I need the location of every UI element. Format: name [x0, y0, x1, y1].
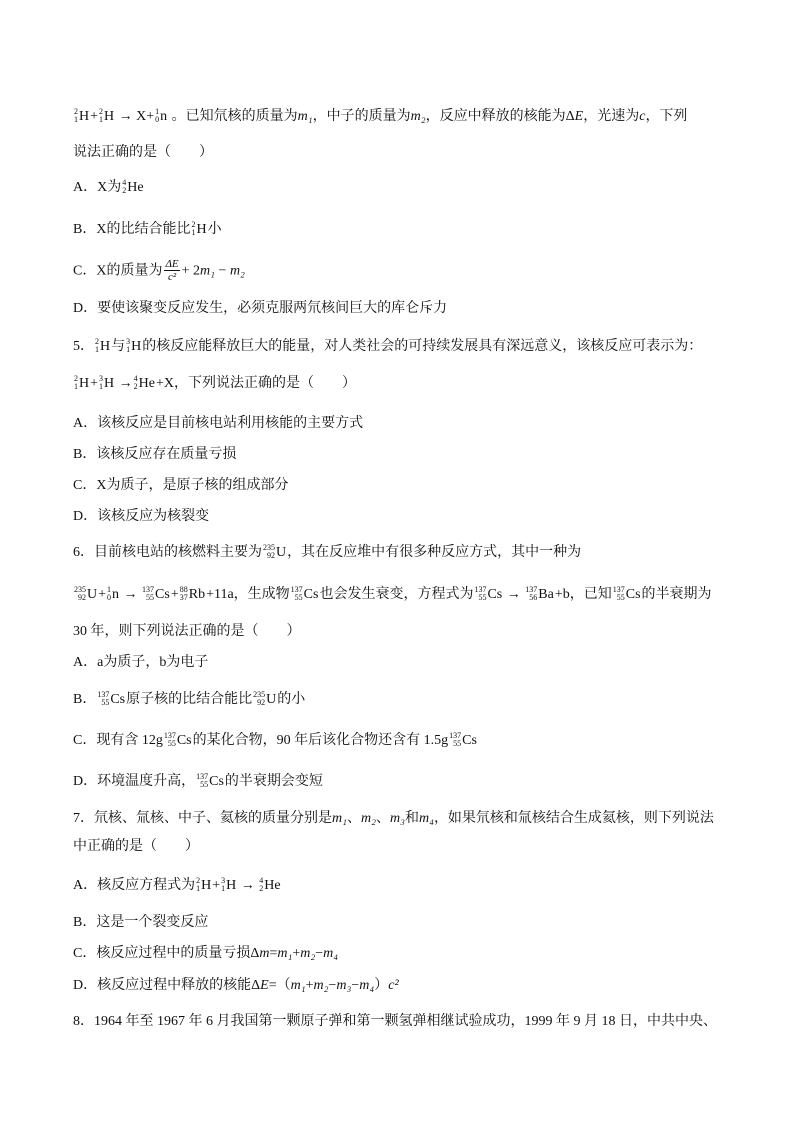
text-run: +	[305, 978, 314, 993]
mass-number: 2	[74, 373, 78, 383]
q6-option-b	[73, 689, 305, 711]
text-run: →	[120, 587, 142, 602]
text-run: A．核反应方程式为	[73, 878, 196, 893]
nuclide-indices	[180, 586, 188, 602]
denominator: c²	[167, 271, 177, 283]
text-run: =	[269, 946, 278, 961]
text-run: ，下列	[645, 109, 688, 124]
nuclide-indices	[95, 338, 99, 354]
atomic-number: 55	[101, 697, 110, 707]
q7-stem-line-1	[73, 808, 714, 830]
mass-number: 2	[196, 875, 201, 885]
math-variable: m₁	[332, 811, 347, 826]
nuclide-symbol	[259, 875, 280, 897]
q6-option-a	[73, 652, 208, 674]
math-variable: c²	[388, 978, 399, 993]
text-run: 原子核的比结合能比	[126, 692, 253, 707]
nuclide-symbol	[449, 730, 477, 752]
nuclide-indices	[613, 586, 625, 602]
nuclide-indices	[191, 221, 195, 237]
text-run: +	[170, 587, 179, 602]
atomic-number: 2	[133, 381, 138, 391]
text-run: D．环境温度升高，	[73, 774, 196, 789]
math-variable: E	[574, 109, 584, 124]
element-symbol: Cs	[209, 774, 224, 789]
math-variable: m₄	[359, 978, 375, 993]
text-run: 的半衰期会变短	[224, 774, 323, 789]
nuclide-symbol	[474, 584, 502, 606]
atomic-number: 0	[107, 592, 112, 602]
text-run: 7．氘核、氚核、中子、氦核的质量分别是	[73, 811, 332, 826]
numerator: ΔE	[165, 258, 179, 270]
atomic-number: 2	[259, 883, 264, 893]
text-run: ）	[374, 978, 389, 993]
nuclide-symbol	[99, 106, 114, 128]
element-symbol: U	[87, 587, 98, 602]
mass-number: 137	[525, 584, 538, 594]
q4-option-d	[73, 298, 447, 320]
q4-stem-line-2	[73, 142, 213, 164]
math-variable: m₂	[300, 946, 316, 961]
mass-number: 137	[97, 689, 110, 699]
element-symbol: H	[79, 109, 90, 124]
atomic-number: 1	[221, 883, 226, 893]
q5-option-c	[73, 475, 288, 497]
text-run: +	[90, 109, 99, 124]
math-variable: m	[259, 946, 270, 961]
element-symbol: Cs	[110, 692, 126, 707]
math-variable: E	[260, 978, 269, 993]
nuclide-symbol	[221, 875, 236, 897]
nuclide-indices	[74, 375, 78, 391]
element-symbol: n	[160, 109, 168, 124]
mass-number: 1	[155, 106, 160, 116]
text-run: +	[212, 878, 221, 893]
nuclide-indices	[134, 375, 138, 391]
nuclide-indices	[196, 877, 200, 893]
element-symbol: Ba	[538, 587, 554, 602]
mass-number: 2	[74, 106, 78, 116]
q6-option-c	[73, 730, 478, 752]
nuclide-symbol	[196, 875, 211, 897]
element-symbol: H	[104, 376, 115, 391]
element-symbol: U	[266, 692, 277, 707]
nuclide-indices	[97, 691, 109, 707]
nuclide-symbol	[99, 373, 114, 395]
q5-stem-line-2	[73, 373, 356, 395]
text-run: →	[237, 878, 259, 893]
text-run: 6．目前核电站的核燃料主要为	[73, 545, 262, 560]
element-symbol: Cs	[625, 587, 641, 602]
mass-number: 137	[290, 584, 303, 594]
q7-option-d	[73, 975, 399, 997]
mass-number: 235	[263, 542, 275, 552]
element-symbol: He	[138, 376, 155, 391]
element-symbol: H	[196, 222, 207, 237]
text-run: →	[503, 587, 525, 602]
nuclide-symbol	[196, 771, 224, 793]
atomic-number: 1	[191, 227, 196, 237]
atomic-number: 0	[155, 114, 160, 124]
text-run: −	[315, 946, 324, 961]
text-run: 30 年，则下列说法正确的是（ ）	[73, 624, 301, 639]
atomic-number: 1	[95, 344, 99, 354]
fraction	[164, 258, 179, 283]
nuclide-indices	[155, 108, 159, 124]
math-variable: m₂	[229, 263, 245, 279]
element-symbol: H	[79, 376, 90, 391]
mass-number: 3	[99, 373, 104, 383]
nuclide-indices	[221, 877, 225, 893]
text-run: 也会发生衰变，方程式为	[319, 587, 474, 602]
atomic-number: 1	[74, 381, 78, 391]
atomic-number: 37	[179, 592, 188, 602]
math-variable: m₄	[323, 946, 339, 961]
q4-option-c	[73, 259, 245, 281]
math-variable: c	[639, 109, 646, 124]
nuclide-symbol	[97, 689, 125, 711]
element-symbol: H	[100, 339, 111, 354]
text-run: D．该核反应为核裂变	[73, 509, 210, 524]
text-run: 说法正确的是（ ）	[73, 145, 213, 160]
element-symbol: He	[127, 180, 144, 195]
nuclide-symbol	[142, 584, 170, 606]
nuclide-indices	[291, 586, 303, 602]
text-run: −	[215, 263, 230, 279]
element-symbol: Rb	[188, 587, 206, 602]
nuclide-symbol	[107, 584, 119, 606]
text-run: =（	[268, 978, 291, 993]
math-variable: m₁	[277, 946, 293, 961]
mass-number: 137	[196, 771, 209, 781]
nuclide-indices	[74, 108, 78, 124]
mass-number: 4	[122, 177, 127, 187]
text-run: 与	[111, 339, 126, 354]
element-symbol: H	[226, 878, 237, 893]
nuclide-symbol	[74, 584, 97, 606]
nuclide-symbol	[95, 336, 110, 358]
text-run: D．要使该聚变反应发生，必须克服两氘核间巨大的库仑斥力	[73, 301, 448, 316]
atomic-number: 55	[478, 592, 487, 602]
nuclide-indices	[164, 732, 176, 748]
mass-number: 4	[259, 875, 264, 885]
text-run: ，其在反应堆中有很多种反应方式，其中一种为	[287, 545, 582, 560]
text-run: → X+	[115, 109, 155, 124]
element-symbol: Cs	[487, 587, 503, 602]
q6-stem-line-2	[73, 584, 712, 606]
nuclide-indices	[74, 586, 86, 602]
mass-number: 235	[253, 689, 266, 699]
text-run: −	[328, 978, 337, 993]
mass-number: 137	[449, 730, 462, 740]
nuclide-symbol	[155, 106, 167, 128]
element-symbol: H	[201, 878, 212, 893]
q5-stem-line-1	[73, 336, 702, 358]
atomic-number: 55	[616, 592, 625, 602]
nuclide-indices	[449, 732, 461, 748]
text-run: 小	[207, 222, 222, 237]
text-run: +X，下列说法正确的是（ ）	[155, 376, 356, 391]
text-run: + 2	[181, 263, 201, 279]
atomic-number: 55	[146, 592, 155, 602]
element-symbol: U	[276, 545, 287, 560]
q7-option-a	[73, 875, 282, 897]
math-variable: m₂	[410, 109, 426, 124]
atomic-number: 1	[74, 114, 78, 124]
text-run: A．X为	[73, 180, 122, 195]
text-run: +	[292, 946, 301, 961]
q6-stem-line-1	[73, 542, 581, 564]
text-run: A．该核反应是目前核电站利用核能的主要方式	[73, 416, 364, 431]
atomic-number: 55	[167, 738, 176, 748]
text-run: +11a，生成物	[206, 587, 290, 602]
text-run: 的核反应能释放巨大的能量，对人类社会的可持续发展具有深远意义，该核反应可表示为：	[142, 339, 703, 354]
element-symbol: Cs	[176, 733, 192, 748]
nuclide-symbol	[134, 373, 155, 395]
nuclide-symbol	[253, 689, 276, 711]
nuclide-symbol	[613, 584, 641, 606]
nuclide-symbol	[291, 584, 319, 606]
atomic-number: 1	[99, 114, 104, 124]
q6-stem-line-3	[73, 621, 301, 643]
nuclide-indices	[263, 544, 275, 560]
mass-number: 235	[74, 584, 86, 594]
nuclide-symbol	[191, 219, 206, 241]
mass-number: 137	[474, 584, 487, 594]
q5-option-b	[73, 444, 236, 466]
q4-stem-line-1	[73, 106, 687, 128]
q6-option-d	[73, 771, 323, 793]
math-variable: m₄	[418, 811, 434, 826]
atomic-number: 92	[257, 697, 266, 707]
q5-option-d	[73, 506, 209, 528]
text-run: 和	[404, 811, 419, 826]
text-run: →	[115, 376, 133, 391]
element-symbol: n	[112, 587, 120, 602]
element-symbol: H	[131, 339, 142, 354]
q7-option-b	[73, 912, 208, 934]
mass-number: 88	[179, 584, 188, 594]
nuclide-indices	[99, 108, 103, 124]
math-variable: m₁	[290, 978, 306, 993]
math-variable: m₂	[313, 978, 329, 993]
nuclide-indices	[122, 179, 126, 195]
q4-option-b	[73, 219, 222, 241]
text-run: C．X为质子，是原子核的组成部分	[73, 478, 289, 493]
mass-number: 137	[163, 730, 176, 740]
nuclide-indices	[99, 375, 103, 391]
math-variable: m₃	[389, 811, 405, 826]
text-run: ，如果氘核和氚核结合生成氦核，则下列说法	[433, 811, 714, 826]
text-run: 中正确的是（ ）	[73, 839, 199, 854]
text-run: A．a为质子，b为电子	[73, 655, 209, 670]
text-run: C．核反应过程中的质量亏损Δ	[73, 946, 260, 961]
text-run: 的半衰期为	[641, 587, 712, 602]
text-run: 的某化合物，90 年后该化合物还含有 1.5g	[192, 733, 449, 748]
text-run: B．该核反应存在质量亏损	[73, 447, 237, 462]
atomic-number: 1	[99, 381, 104, 391]
text-run: 5．	[73, 339, 94, 354]
text-run: 、	[346, 811, 361, 826]
nuclide-indices	[126, 338, 130, 354]
text-run: ，中子的质量为	[312, 109, 411, 124]
mass-number: 2	[95, 336, 99, 346]
q4-option-a	[73, 177, 145, 199]
text-run: −	[351, 978, 360, 993]
element-symbol: H	[104, 109, 115, 124]
nuclide-indices	[196, 773, 208, 789]
element-symbol: He	[264, 878, 281, 893]
atomic-number: 2	[122, 185, 127, 195]
text-run: ，反应中释放的核能为Δ	[425, 109, 575, 124]
nuclide-indices	[525, 586, 537, 602]
q5-option-a	[73, 413, 363, 435]
text-run: 的小	[277, 692, 306, 707]
atomic-number: 56	[529, 592, 538, 602]
nuclide-symbol	[74, 106, 89, 128]
mass-number: 3	[221, 875, 226, 885]
text-run: D．核反应过程中释放的核能Δ	[73, 978, 261, 993]
nuclide-indices	[107, 586, 111, 602]
mass-number: 1	[107, 584, 112, 594]
nuclide-indices	[253, 691, 265, 707]
atomic-number: 55	[294, 592, 303, 602]
nuclide-indices	[142, 586, 154, 602]
text-run: B．这是一个裂变反应	[73, 915, 209, 930]
atomic-number: 1	[196, 883, 201, 893]
text-run: ，光速为	[583, 109, 640, 124]
nuclide-indices	[474, 586, 486, 602]
text-run: +	[98, 587, 107, 602]
mass-number: 137	[612, 584, 625, 594]
text-run: C．现有含 12g	[73, 733, 163, 748]
text-run: 。已知氘核的质量为	[168, 109, 298, 124]
q7-stem-line-2	[73, 836, 199, 858]
element-symbol: Cs	[155, 587, 170, 602]
math-variable: m₂	[360, 811, 376, 826]
atomic-number: 55	[453, 738, 462, 748]
text-run: 8．1964 年至 1967 年 6 月我国第一颗原子弹和第一颗氢弹相继试验成功，1999 年 9 月 18 日，中共中央、	[73, 1014, 717, 1029]
mass-number: 3	[126, 336, 131, 346]
text-run: 、	[375, 811, 390, 826]
q7-option-c	[73, 943, 338, 965]
mass-number: 4	[133, 373, 138, 383]
math-variable: m₁	[200, 263, 216, 279]
nuclide-symbol	[263, 542, 286, 564]
nuclide-symbol	[126, 336, 141, 358]
nuclide-symbol	[164, 730, 192, 752]
nuclide-symbol	[74, 373, 89, 395]
nuclide-indices	[259, 877, 263, 893]
q8-stem-line-1	[73, 1011, 717, 1033]
text-run: C．X的质量为	[73, 263, 163, 279]
mass-number: 2	[191, 219, 196, 229]
atomic-number: 55	[200, 779, 209, 789]
nuclide-symbol	[525, 584, 554, 606]
math-variable: m₃	[336, 978, 352, 993]
text-run: +	[90, 376, 99, 391]
text-run: B．X的比结合能比	[73, 222, 191, 237]
text-run: B．	[73, 692, 97, 707]
nuclide-symbol	[180, 584, 205, 606]
nuclide-symbol	[122, 177, 143, 199]
text-run: +b，已知	[554, 587, 612, 602]
atomic-number: 92	[267, 550, 275, 560]
element-symbol: Cs	[303, 587, 319, 602]
atomic-number: 92	[78, 592, 86, 602]
element-symbol: Cs	[462, 733, 477, 748]
math-variable: m₁	[297, 109, 313, 124]
atomic-number: 1	[126, 344, 131, 354]
mass-number: 137	[142, 584, 155, 594]
mass-number: 2	[99, 106, 104, 116]
